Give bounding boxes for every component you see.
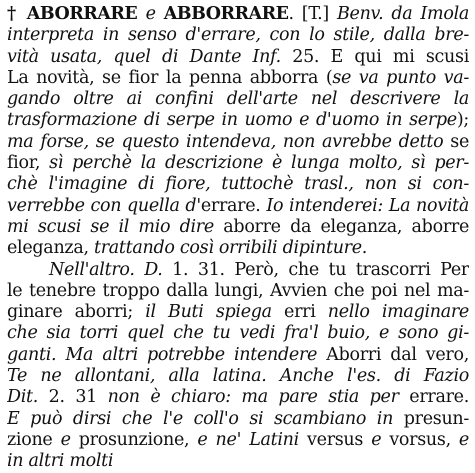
entry-text-segment: sì perchè la descrizione è lunga molto, sì per- — [49, 153, 469, 174]
headword: ABBORRARE — [163, 4, 289, 24]
entry-line — [7, 387, 469, 408]
entry-text-segment: 2. 31 — [38, 387, 108, 408]
entry-text-segment: versus — [307, 429, 372, 450]
entry-text-segment: errare. — [409, 387, 469, 408]
entry-text-segment: 25. E qui mi scusi — [280, 46, 469, 67]
entry-text-segment: in altri molti — [7, 451, 114, 472]
entry-text-segment: e — [371, 429, 390, 450]
entry-line — [7, 345, 469, 366]
entry-text-segment: se va punto va- — [332, 67, 469, 88]
entry-line — [7, 196, 469, 217]
entry-line — [7, 323, 469, 344]
entry-line — [7, 451, 469, 472]
entry-line — [7, 153, 469, 174]
entry-text-segment: verrebbe con quella d' — [7, 195, 201, 216]
entry-text-segment: ginare aborri; — [7, 302, 146, 323]
entry-text-segment: chè l'imagine di fiore, tuttochè trasl., non si con- — [7, 174, 469, 195]
entry-text-segment: mi scusi se il mio dire — [7, 216, 224, 237]
entry-text-segment: fior, — [7, 153, 50, 174]
entry-line — [7, 302, 469, 323]
entry-line — [7, 89, 469, 110]
entry-line — [7, 25, 469, 46]
entry-text-segment: errare. — [200, 195, 267, 216]
entry-line — [7, 68, 469, 89]
entry-text-segment: il Buti spiega — [145, 302, 285, 323]
entry-text-segment: trattando così orribili dipinture. — [94, 238, 368, 259]
entry-text-segment: ma forse, se questo intendeva, non avrebbe detto — [7, 131, 444, 152]
entry-text — [7, 4, 469, 473]
entry-text-segment: zione — [7, 429, 61, 450]
entry-text-segment: La novità, se fior la penna abborra ( — [7, 67, 333, 88]
entry-text-segment: se — [443, 131, 469, 152]
entry-line — [7, 281, 469, 302]
entry-text-segment: Nell'altro. D. — [49, 259, 163, 280]
entry-text-segment: trasformazione di serpe in uomo e d'uomo in serpe — [7, 110, 457, 131]
entry-text-segment: prosunzione, — [78, 429, 198, 450]
entry-text-segment: che sia torri quel che tu vedi fra'l buio, e sono gi- — [7, 323, 469, 344]
entry-text-segment: e — [458, 429, 469, 450]
entry-text-segment: ganti. Ma altri potrebbe intendere — [7, 344, 327, 365]
entry-text-segment: non è chiaro: ma pare stia per — [107, 387, 410, 408]
entry-text-segment: presun- — [403, 408, 469, 429]
entry-text-segment: aborre da eleganza, aborre — [223, 216, 469, 237]
entry-line — [7, 366, 469, 387]
entry-line — [7, 47, 469, 68]
entry-line — [7, 409, 469, 430]
entry-text-segment: e ne' Latini — [197, 429, 308, 450]
entry-line — [7, 430, 469, 451]
entry-text-segment: vorsus, — [389, 429, 459, 450]
entry-line — [7, 238, 469, 259]
entry-text-segment: e — [145, 4, 164, 24]
entry-line — [7, 110, 469, 131]
entry-text-segment: nello imaginare — [327, 302, 469, 323]
entry-text-segment: Aborri dal vero, — [326, 344, 469, 365]
entry-text-segment: eleganza, — [7, 238, 94, 259]
headword: † ABORRARE — [7, 4, 146, 24]
entry-line — [7, 174, 469, 195]
entry-text-segment: gando oltre ai confini dell'arte nel descrivere la — [7, 89, 469, 110]
entry-text-segment: erri — [284, 302, 328, 323]
entry-line — [7, 217, 469, 238]
entry-text-segment: le tenebre troppo dalla lungi, Avvien che poi nel ma- — [7, 280, 469, 301]
entry-text-segment: E può dirsi che l'e coll'o si scambiano in — [7, 408, 404, 429]
entry-text-segment: Dit. — [7, 387, 39, 408]
entry-text-segment: Io intenderei: La novità — [266, 195, 469, 216]
entry-text-segment: 1. 31. Però, che tu trascorri Per — [162, 259, 469, 280]
entry-line — [7, 260, 469, 281]
entry-text-segment: Benv. da Imola — [336, 4, 469, 24]
entry-text-segment: e — [60, 429, 79, 450]
entry-text-segment: . [T.] — [288, 4, 337, 24]
entry-text-segment: interpreta in senso d'errare, con lo stile, dalla bre- — [7, 25, 469, 46]
entry-text-segment: Te ne allontani, alla latina. Anche l'es. di Fazio — [7, 366, 469, 387]
entry-text-segment: ); — [456, 110, 469, 131]
entry-line — [7, 4, 469, 25]
entry-text-segment: vità usata, quel di Dante Inf. — [7, 46, 281, 67]
entry-line — [7, 132, 469, 153]
